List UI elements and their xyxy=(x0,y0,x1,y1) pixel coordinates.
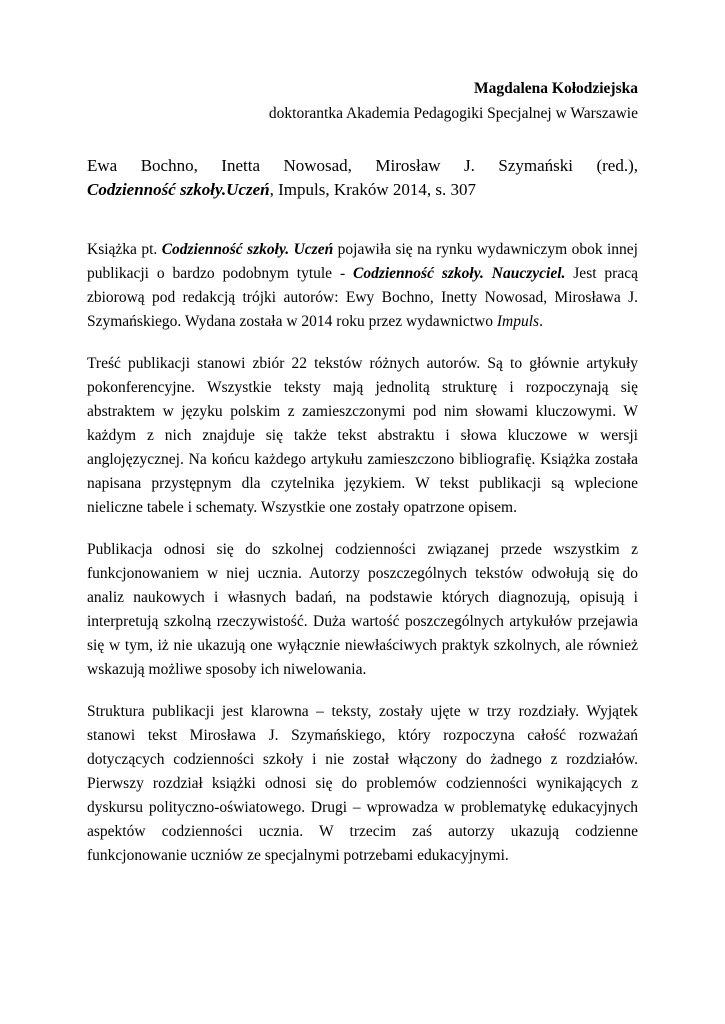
review-body xyxy=(87,238,638,868)
citation-word: Inetta xyxy=(221,156,260,175)
book-title-reference: Codzienność szkoły. Uczeń xyxy=(161,241,334,258)
citation-editors xyxy=(87,154,638,178)
citation-word: Szymański xyxy=(498,156,573,175)
paragraph-text: . xyxy=(539,313,543,330)
author-affiliation: doktorantka Akademia Pedagogiki Specjalnej w Warszawie xyxy=(268,105,638,122)
paragraph-text: pojawiła się na rynku wydawniczym obok innej publikacji o bardzo podobnym tytule - xyxy=(87,241,638,282)
citation-word: Ewa xyxy=(87,156,118,175)
paragraph-2: Treść publikacji stanowi zbiór 22 tekstów różnych autorów. Są to głównie artykuły pokonferencyjne. Wszystkie teksty mają jednolitą strukturę i rozpoczynają się abstraktem w języku polskim z zamieszczonymi pod nim słowami kluczowymi. W każdym z nich znajduje się także tekst abstraktu i słowa kluczowe w wersji anglojęzycznej. Na końcu każdego artykułu zamieszczono bibliografię. Książka została napisana przystępnym dla czytelnika językiem. W tekst publikacji są wplecione nieliczne tabele i schematy. Wszystkie one zostały opatrzone opisem. xyxy=(87,355,638,516)
author-block xyxy=(87,78,638,124)
paragraph-text: Książka pt. xyxy=(87,241,162,258)
author-name: Magdalena Kołodziejska xyxy=(473,80,638,97)
citation-word: Mirosław xyxy=(375,156,441,175)
book-title: Codzienność szkoły.Uczeń xyxy=(87,180,270,199)
book-citation xyxy=(87,154,638,202)
document-page xyxy=(87,78,638,886)
paragraph-3: Publikacja odnosi się do szkolnej codzienności związanej przede wszystkim z funkcjonowaniem w niej ucznia. Autorzy poszczególnych tekstów odwołują się do analiz naukowych i własnych badań, na podstawie których diagnozują, opisują i interpretują szkolną rzeczywistość. Duża wartość poszczególnych artykułów przejawia się w tym, iż nie ukazują one wyłącznie niewłaściwych praktyk szkolnych, ale również wskazują możliwe sposoby ich niwelowania. xyxy=(87,541,638,678)
citation-title-line xyxy=(87,178,638,202)
citation-word: J. xyxy=(464,156,475,175)
paragraph-4: Struktura publikacji jest klarowna – teksty, zostały ujęte w trzy rozdziały. Wyjątek stanowi tekst Mirosława J. Szymańskiego, który rozpoczyna całość rozważań dotyczących codzienności szkoły i nie został włączony do żadnego z rozdziałów. Pierwszy rozdział książki odnosi się do problemów codzienności wynikających z dyskursu polityczno-oświatowego. Drugi – wprowadza w problematykę edukacyjnych aspektów codzienności ucznia. W trzecim zaś autorzy ukazują codzienne funkcjonowanie uczniów ze specjalnymi potrzebami edukacyjnymi. xyxy=(87,703,638,864)
citation-word: Bochno, xyxy=(140,156,198,175)
paragraph-1 xyxy=(87,238,638,334)
publisher-info: , Impuls, Kraków 2014, s. 307 xyxy=(269,180,476,199)
related-book-title: Codzienność szkoły. Nauczyciel. xyxy=(353,265,566,282)
citation-word: Nowosad, xyxy=(283,156,352,175)
publisher-name: Impuls xyxy=(496,313,540,330)
citation-word: (red.), xyxy=(596,156,638,175)
paragraph-text: Jest pracą zbiorową pod redakcją trójki autorów: Ewy Bochno, Inetty Nowosad, Mirosława J. Szymańskiego. Wydana została w 2014 roku przez wydawnictwo xyxy=(87,265,638,330)
